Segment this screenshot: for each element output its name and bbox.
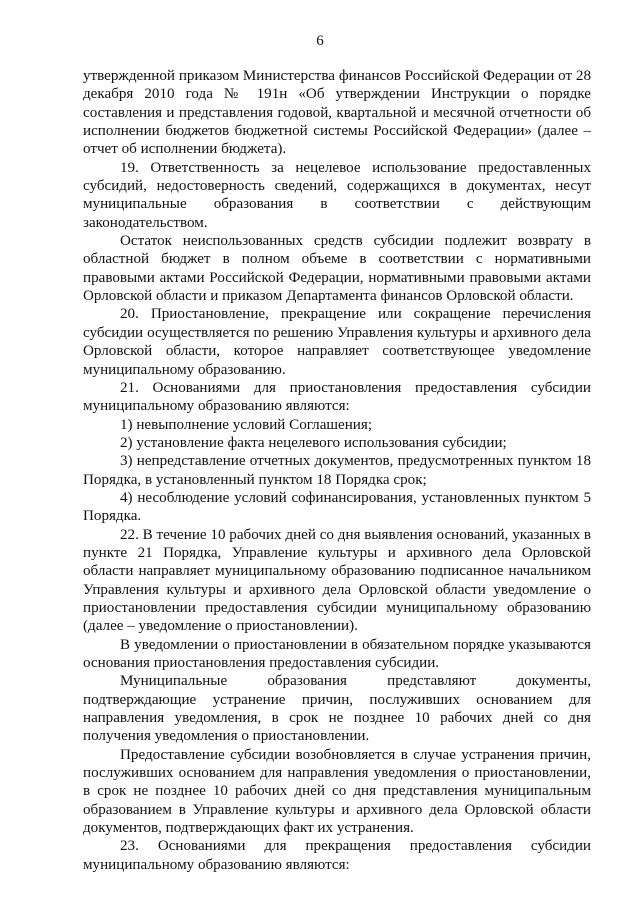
document-body [83, 67, 591, 874]
paragraph-remainder-return: Остаток неиспользованных средств субсидии подлежит возврату в областной бюджет в полном объеме в соответствии с нормативными правовыми актами Российской Федерации, нормативными правовыми актами Орловской области и приказом Департамента финансов Орловской области. [83, 233, 591, 305]
paragraph-item-19: 19. Ответственность за нецелевое использование предоставленных субсидий, недостоверность сведений, содержащихся в документах, несут муниципальные образования в соответствии с действующим законодательством. [83, 159, 591, 231]
paragraph-item-23: 23. Основаниями для прекращения предоставления субсидии муниципальному образованию являются: [83, 838, 591, 873]
list-item-1: 1) невыполнение условий Соглашения; [120, 416, 373, 433]
page-number: 6 [316, 33, 324, 49]
paragraph-item-21: 21. Основаниями для приостановления предоставления субсидии муниципальному образованию являются: [83, 379, 591, 415]
list-item-3: 3) непредставление отчетных документов, предусмотренных пунктом 18 Порядка, в установленный пунктом 18 Порядка срок; [83, 453, 591, 488]
paragraph-continuation: утвержденной приказом Министерства финансов Российской Федерации от 28 декабря 2010 года № 191н «Об утверждении Инструкции о порядке составления и представления годовой, квартальной и месячной отчетности об исполнении бюджетов бюджетной системы Российской Федерации» (далее – отчет об исполнении бюджета). [83, 68, 591, 158]
list-item-4: 4) несоблюдение условий софинансирования, установленных пунктом 5 Порядка. [83, 489, 591, 525]
list-item-2: 2) установление факта нецелевого использования субсидии; [120, 434, 507, 451]
paragraph-item-22: 22. В течение 10 рабочих дней со дня выявления оснований, указанных в пункте 21 Порядка, Управление культуры и архивного дела Орловской области направляет муниципальному образованию подписанное начальником Управления культуры и архивного дела Орловской области уведомление о приостановлении предоставления субсидии муниципальному образованию (далее – уведомление о приостановлении). [83, 526, 591, 635]
paragraph-resumption: Предоставление субсидии возобновляется в случае устранения причин, послуживших основанием для направления уведомления о приостановлении, в срок не позднее 10 рабочих дней со дня представления муниципальным образованием в Управление культуры и архивного дела Орловской области документов, подтверждающих факт их устранения. [83, 746, 591, 837]
paragraph-notice-grounds: В уведомлении о приостановлении в обязательном порядке указываются основания приостановления предоставления субсидии. [83, 636, 591, 671]
paragraph-documents-submission: Муниципальные образования представляют документы, подтверждающие устранение причин, послуживших основанием для направления уведомления, в срок не позднее 10 рабочих дней со дня получения уведомления о приостановлении. [83, 673, 591, 745]
paragraph-item-20: 20. Приостановление, прекращение или сокращение перечисления субсидии осуществляется по решению Управления культуры и архивного дела Орловской области, которое направляет соответствующее уведомление муниципальному образованию. [83, 306, 591, 378]
